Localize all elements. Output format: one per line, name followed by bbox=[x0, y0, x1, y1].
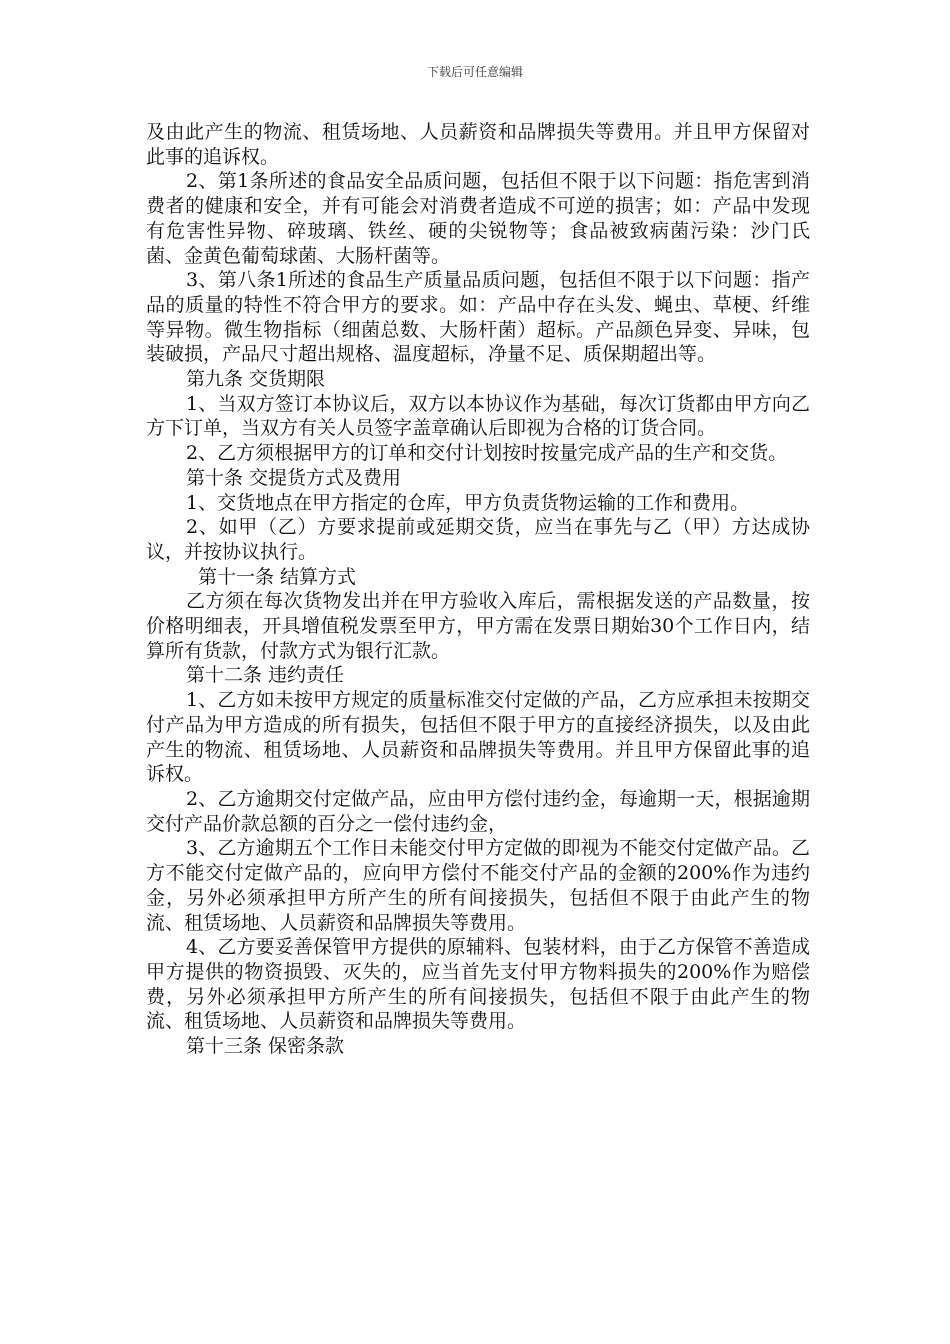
clause-paragraph: 1、交货地点在甲方指定的仓库，甲方负责货物运输的工作和费用。 bbox=[186, 491, 750, 514]
section-heading: 第十一条 结算方式 bbox=[198, 565, 357, 588]
clause-paragraph: 4、乙方要妥善保管甲方提供的原辅料、包装材料，由于乙方保管不善造成甲方提供的物资损毁、灭失的，应当首先支付甲方物料损失的200%作为赔偿费，另外必须承担甲方所产生的所有间接损失，包括但不限于由此产生的物流、租赁场地、人员薪资和品牌损失等费用。 bbox=[146, 936, 810, 1033]
clause-paragraph: 乙方须在每次货物发出并在甲方验收入库后，需根据发送的产品数量，按价格明细表，开具增值税发票至甲方，甲方需在发票日期始30个工作日内，结算所有货款，付款方式为银行汇款。 bbox=[146, 590, 810, 662]
section-heading: 第十二条 违约责任 bbox=[186, 664, 345, 687]
section-heading: 第十三条 保密条款 bbox=[186, 1035, 345, 1058]
clause-paragraph: 2、乙方须根据甲方的订单和交付计划按时按量完成产品的生产和交货。 bbox=[186, 442, 788, 465]
clause-paragraph: 1、当双方签订本协议后，双方以本协议作为基础，每次订货都由甲方向乙方下订单，当双方有关人员签字盖章确认后即视为合格的订货合同。 bbox=[146, 392, 810, 440]
clause-paragraph: 3、第八条1所述的食品生产质量品质问题，包括但不限于以下问题：指产品的质量的特性不符合甲方的要求。如：产品中存在头发、蝇虫、草梗、纤维等异物。微生物指标（细菌总数、大肠杆菌）超标。产品颜色异变、异味，包装破损，产品尺寸超出规格、温度超标，净量不足、质保期超出等。 bbox=[146, 269, 810, 366]
document-body bbox=[146, 120, 810, 1059]
section-heading: 第九条 交货期限 bbox=[186, 368, 326, 391]
paragraph-continuation: 及由此产生的物流、租赁场地、人员薪资和品牌损失等费用。并且甲方保留对此事的追诉权。 bbox=[146, 121, 810, 168]
clause-paragraph: 2、如甲（乙）方要求提前或延期交货，应当在事先与乙（甲）方达成协议，并按协议执行。 bbox=[146, 516, 810, 563]
clause-paragraph: 2、乙方逾期交付定做产品，应由甲方偿付违约金，每逾期一天，根据逾期交付产品价款总额的百分之一偿付违约金， bbox=[146, 787, 810, 835]
clause-paragraph: 1、乙方如未按甲方规定的质量标准交付定做的产品，乙方应承担未按期交付产品为甲方造成的所有损失，包括但不限于甲方的直接经济损失，以及由此产生的物流、租赁场地、人员薪资和品牌损失等费用。并且甲方保留此事的追诉权。 bbox=[146, 689, 810, 786]
page-header: 下载后可任意编辑 bbox=[426, 65, 523, 79]
clause-paragraph: 2、第1条所述的食品安全品质问题，包括但不限于以下问题：指危害到消费者的健康和安全，并有可能会对消费者造成不可逆的损害；如：产品中发现有危害性异物、碎玻璃、铁丝、硬的尖锐物等；食品被致病菌污染：沙门氏菌、金黄色葡萄球菌、大肠杆菌等。 bbox=[146, 170, 810, 267]
section-heading: 第十条 交提货方式及费用 bbox=[186, 466, 402, 489]
clause-paragraph: 3、乙方逾期五个工作日未能交付甲方定做的即视为不能交付定做产品。乙方不能交付定做产品的，应向甲方偿付不能交付产品的金额的200%作为违约金，另外必须承担甲方所产生的所有间接损失，包括但不限于由此产生的物流、租赁场地、人员薪资和品牌损失等费用。 bbox=[146, 837, 810, 934]
